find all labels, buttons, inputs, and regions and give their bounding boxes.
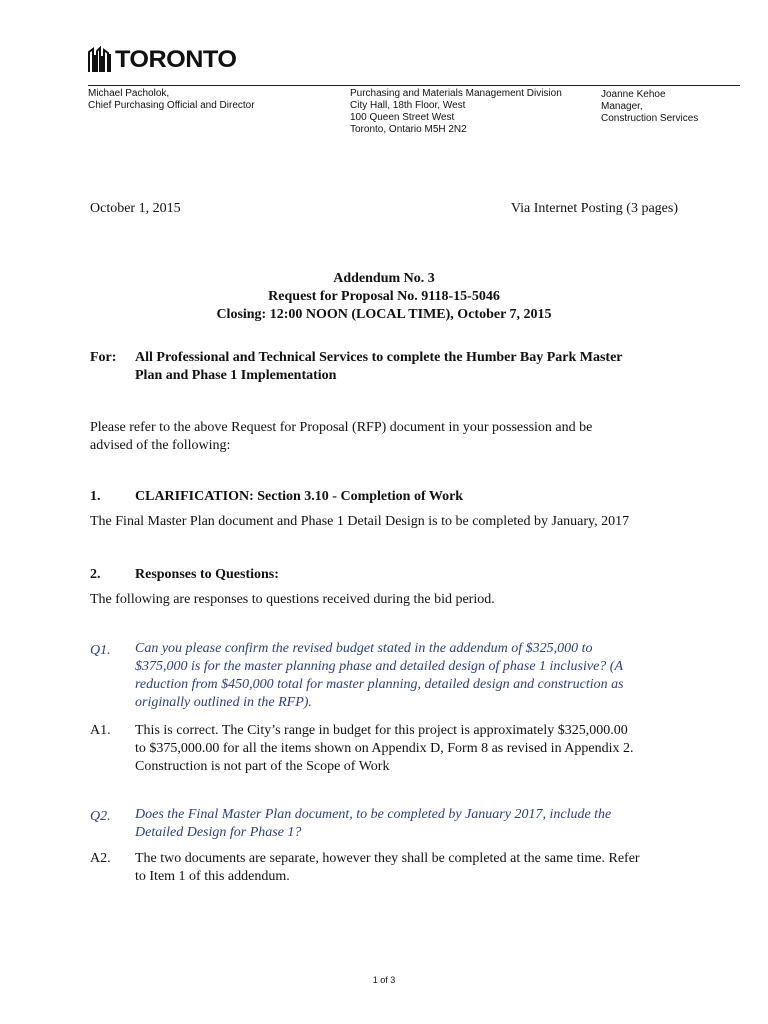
official-name: Michael Pacholok, [88,88,170,99]
section-2-heading: Responses to Questions: [135,567,279,582]
address-line-3: Toronto, Ontario M5H 2N2 [350,124,467,135]
answer-2-text [135,850,640,886]
letter-date: October 1, 2015 [90,201,181,216]
posting-method: Via Internet Posting (3 pages) [510,201,678,216]
question-1-line: reduction from $450,000 total for master planning, detailed design and construction as [135,677,624,692]
division-name: Purchasing and Materials Management Division [350,88,562,99]
toronto-logo [88,46,237,73]
answer-2-label: A2. [90,851,111,866]
header-rule [88,85,740,86]
rfp-number: Request for Proposal No. 9118-15-5046 [268,289,500,304]
section-1-number: 1. [90,489,101,504]
for-line-2: Plan and Phase 1 Implementation [135,368,337,383]
official-title: Chief Purchasing Official and Director [88,100,255,111]
section-2-number: 2. [90,567,101,582]
manager-department: Construction Services [601,113,699,124]
manager-title: Manager, [601,101,643,112]
answer-1-line: This is correct. The City’s range in budget for this project is approximately $325,000.00 [135,723,628,738]
section-2-body: The following are responses to questions received during the bid period. [90,592,495,607]
answer-1-label: A1. [90,723,111,738]
question-2-label: Q2. [90,809,111,824]
section-1-heading: CLARIFICATION: Section 3.10 - Completion of Work [135,489,464,504]
for-label: For: [90,350,117,365]
answer-2-line: The two documents are separate, however they shall be completed at the same time. Refer [135,851,640,866]
intro-line-2: advised of the following: [90,438,231,453]
question-2-line: Does the Final Master Plan document, to be completed by January 2017, include the [135,807,612,822]
question-1-label: Q1. [90,643,111,658]
closing-date: Closing: 12:00 NOON (LOCAL TIME), October 7, 2015 [216,307,552,322]
address-line-2: 100 Queen Street West [350,112,455,123]
answer-1-line: Construction is not part of the Scope of Work [135,759,390,774]
section-1-body: The Final Master Plan document and Phase 1 Detail Design is to be completed by January, 2017 [90,514,630,529]
question-1-line: originally outlined in the RFP). [135,695,312,710]
question-1-line: $375,000 is for the master planning phase and detailed design of phase 1 inclusive? (A [135,659,624,674]
answer-2-line: to Item 1 of this addendum. [135,869,290,884]
question-2-line: Detailed Design for Phase 1? [135,825,302,840]
intro-paragraph [90,419,592,455]
address-line-1: City Hall, 18th Floor, West [350,100,466,111]
intro-line-1: Please refer to the above Request for Proposal (RFP) document in your possession and be [90,420,593,435]
city-hall-icon [88,46,112,72]
question-1-line: Can you please confirm the revised budget stated in the addendum of $325,000 to [135,641,593,656]
question-1-text [135,640,624,712]
for-line-1: All Professional and Technical Services to complete the Humber Bay Park Master [135,350,623,365]
page-number: 1 of 3 [372,975,396,985]
question-2-text [135,806,611,842]
manager-name: Joanne Kehoe [601,89,666,100]
addendum-number: Addendum No. 3 [333,271,435,286]
header-right-block [601,89,698,125]
for-description [135,349,623,385]
logo-wordmark: TORONTO [115,46,237,73]
header-address-block [350,88,562,136]
header-left-block [88,88,255,112]
answer-1-text [135,722,634,776]
addendum-title [0,270,768,324]
answer-1-line: to $375,000.00 for all the items shown on Appendix D, Form 8 as revised in Appendix 2. [135,741,634,756]
